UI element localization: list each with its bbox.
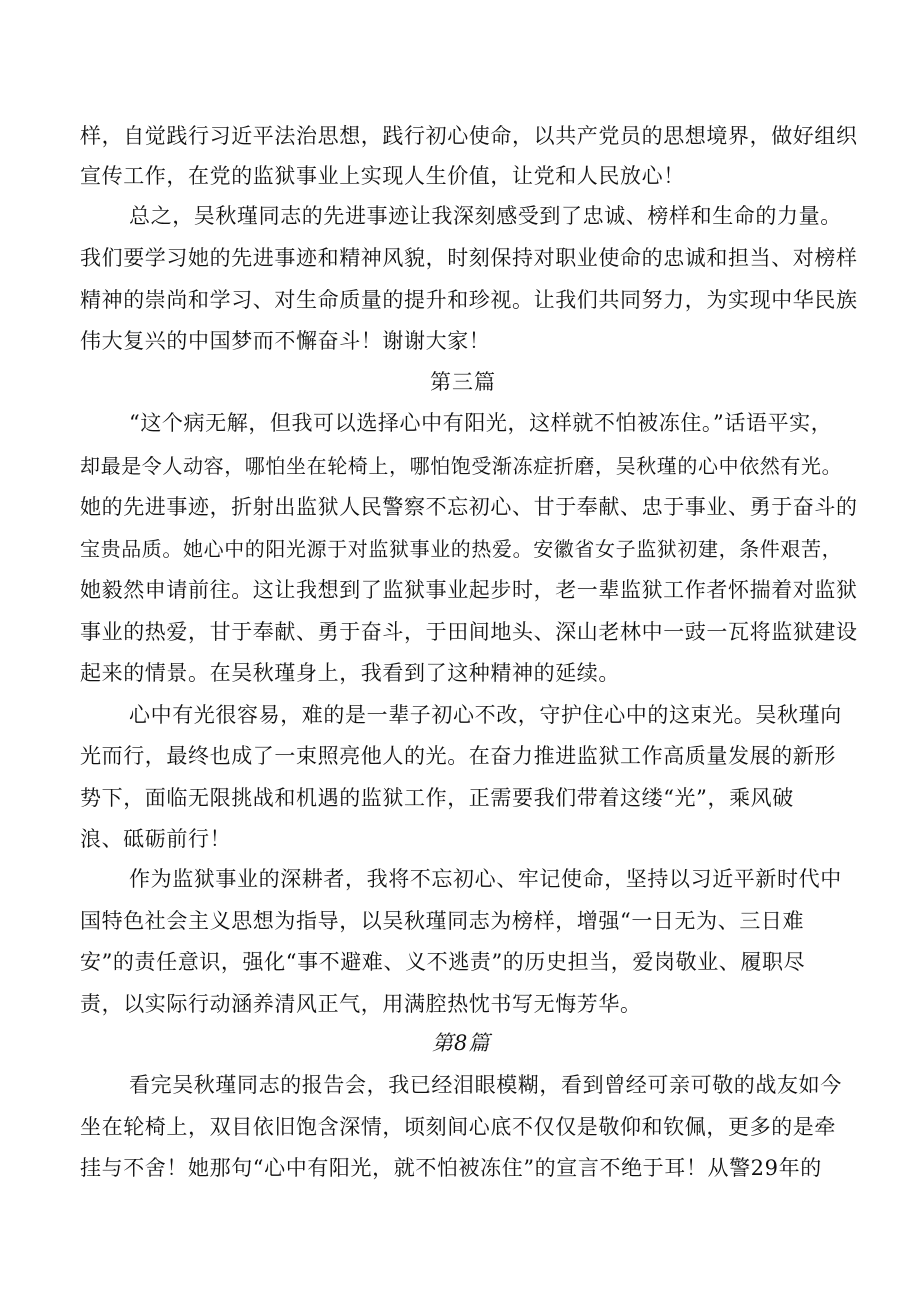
paragraph-line: 宣传工作，在党的监狱事业上实现人生价值，让党和人民放心！: [80, 164, 685, 188]
paragraph-line: 事业的热爱，甘于奉献、勇于奋斗，于田间地头、深山老林中一豉一瓦将监狱建设: [80, 620, 858, 644]
paragraph-line: 我们要学习她的先进事迹和精神风貌，时刻保持对职业使命的忠诚和担当、对榜样: [80, 246, 858, 270]
paragraph-line: 她毅然申请前往。这让我想到了监狱事业起步时，老一辈监狱工作者怀揣着对监狱: [80, 578, 858, 602]
paragraph-line: 起来的情景。在吴秋瑾身上，我看到了这种精神的延续。: [80, 661, 620, 685]
paragraph-line: 坐在轮椅上，双目依旧饱含深情，顷刻间心底不仅仅是敬仰和钦佩，更多的是牵: [80, 1115, 836, 1139]
paragraph-line: 伟大复兴的中国梦而不懈奋斗！谢谢大家！: [80, 329, 491, 353]
paragraph-line: 挂与不舍！她那句“心中有阳光，就不怕被冻住”的宣言不绝于耳！从警29年的: [80, 1156, 822, 1180]
paragraph-line: 国特色社会主义思想为指导，以吴秋瑾同志为榜样，增强“一日无为、三日难: [80, 909, 805, 933]
paragraph-line: 光而行，最终也成了一束照亮他人的光。在奋力推进监狱工作高质量发展的新形: [80, 744, 836, 768]
paragraph-line: 精神的崇尚和学习、对生命质量的提升和珍视。让我们共同努力，为实现中华民族: [80, 288, 858, 312]
paragraph-line: 样，自觉践行习近平法治思想，践行初心使命，以共产党员的思想境界，做好组织: [80, 124, 858, 148]
section-heading: 第8篇: [432, 1031, 491, 1055]
paragraph-line: 浪、砥砺前行！: [80, 827, 232, 851]
paragraph-line: 势下，面临无限挑战和机遇的监狱工作，正需要我们带着这缕“光”，乘风破: [80, 786, 794, 810]
paragraph-line: 总之，吴秋瑾同志的先进事迹让我深刻感受到了忠诚、榜样和生命的力量。: [129, 204, 842, 228]
paragraph-line: “这个病无解，但我可以选择心中有阳光，这样就不怕被冻住。”话语平实，: [129, 411, 833, 435]
paragraph-line: 宝贵品质。她心中的阳光源于对监狱事业的热爱。安徽省女子监狱初建，条件艰苦，: [80, 537, 843, 561]
section-heading: 第三篇: [430, 370, 496, 394]
paragraph-line: 却最是令人动容，哪怕坐在轮椅上，哪怕饱受渐冻症折磨，吴秋瑾的心中依然有光。: [80, 454, 843, 478]
paragraph-line: 责，以实际行动涵养清风正气，用满腔热忱书写无悔芳华。: [80, 992, 642, 1016]
paragraph-line: 安”的责任意识，强化“事不避难、义不逃责”的历史担当，爱岗敬业、履职尽: [80, 950, 806, 974]
paragraph-line: 她的先进事迹，折射出监狱人民警察不忘初心、甘于奉献、忠于事业、勇于奋斗的: [80, 495, 858, 519]
paragraph-line: 心中有光很容易，难的是一辈子初心不改，守护住心中的这束光。吴秋瑾向: [129, 703, 842, 727]
paragraph-line: 作为监狱事业的深耕者，我将不忘初心、牢记使命，坚持以习近平新时代中: [129, 867, 842, 891]
paragraph-line: 看完吴秋瑾同志的报告会，我已经泪眼模糊，看到曾经可亲可敬的战友如今: [129, 1073, 842, 1097]
